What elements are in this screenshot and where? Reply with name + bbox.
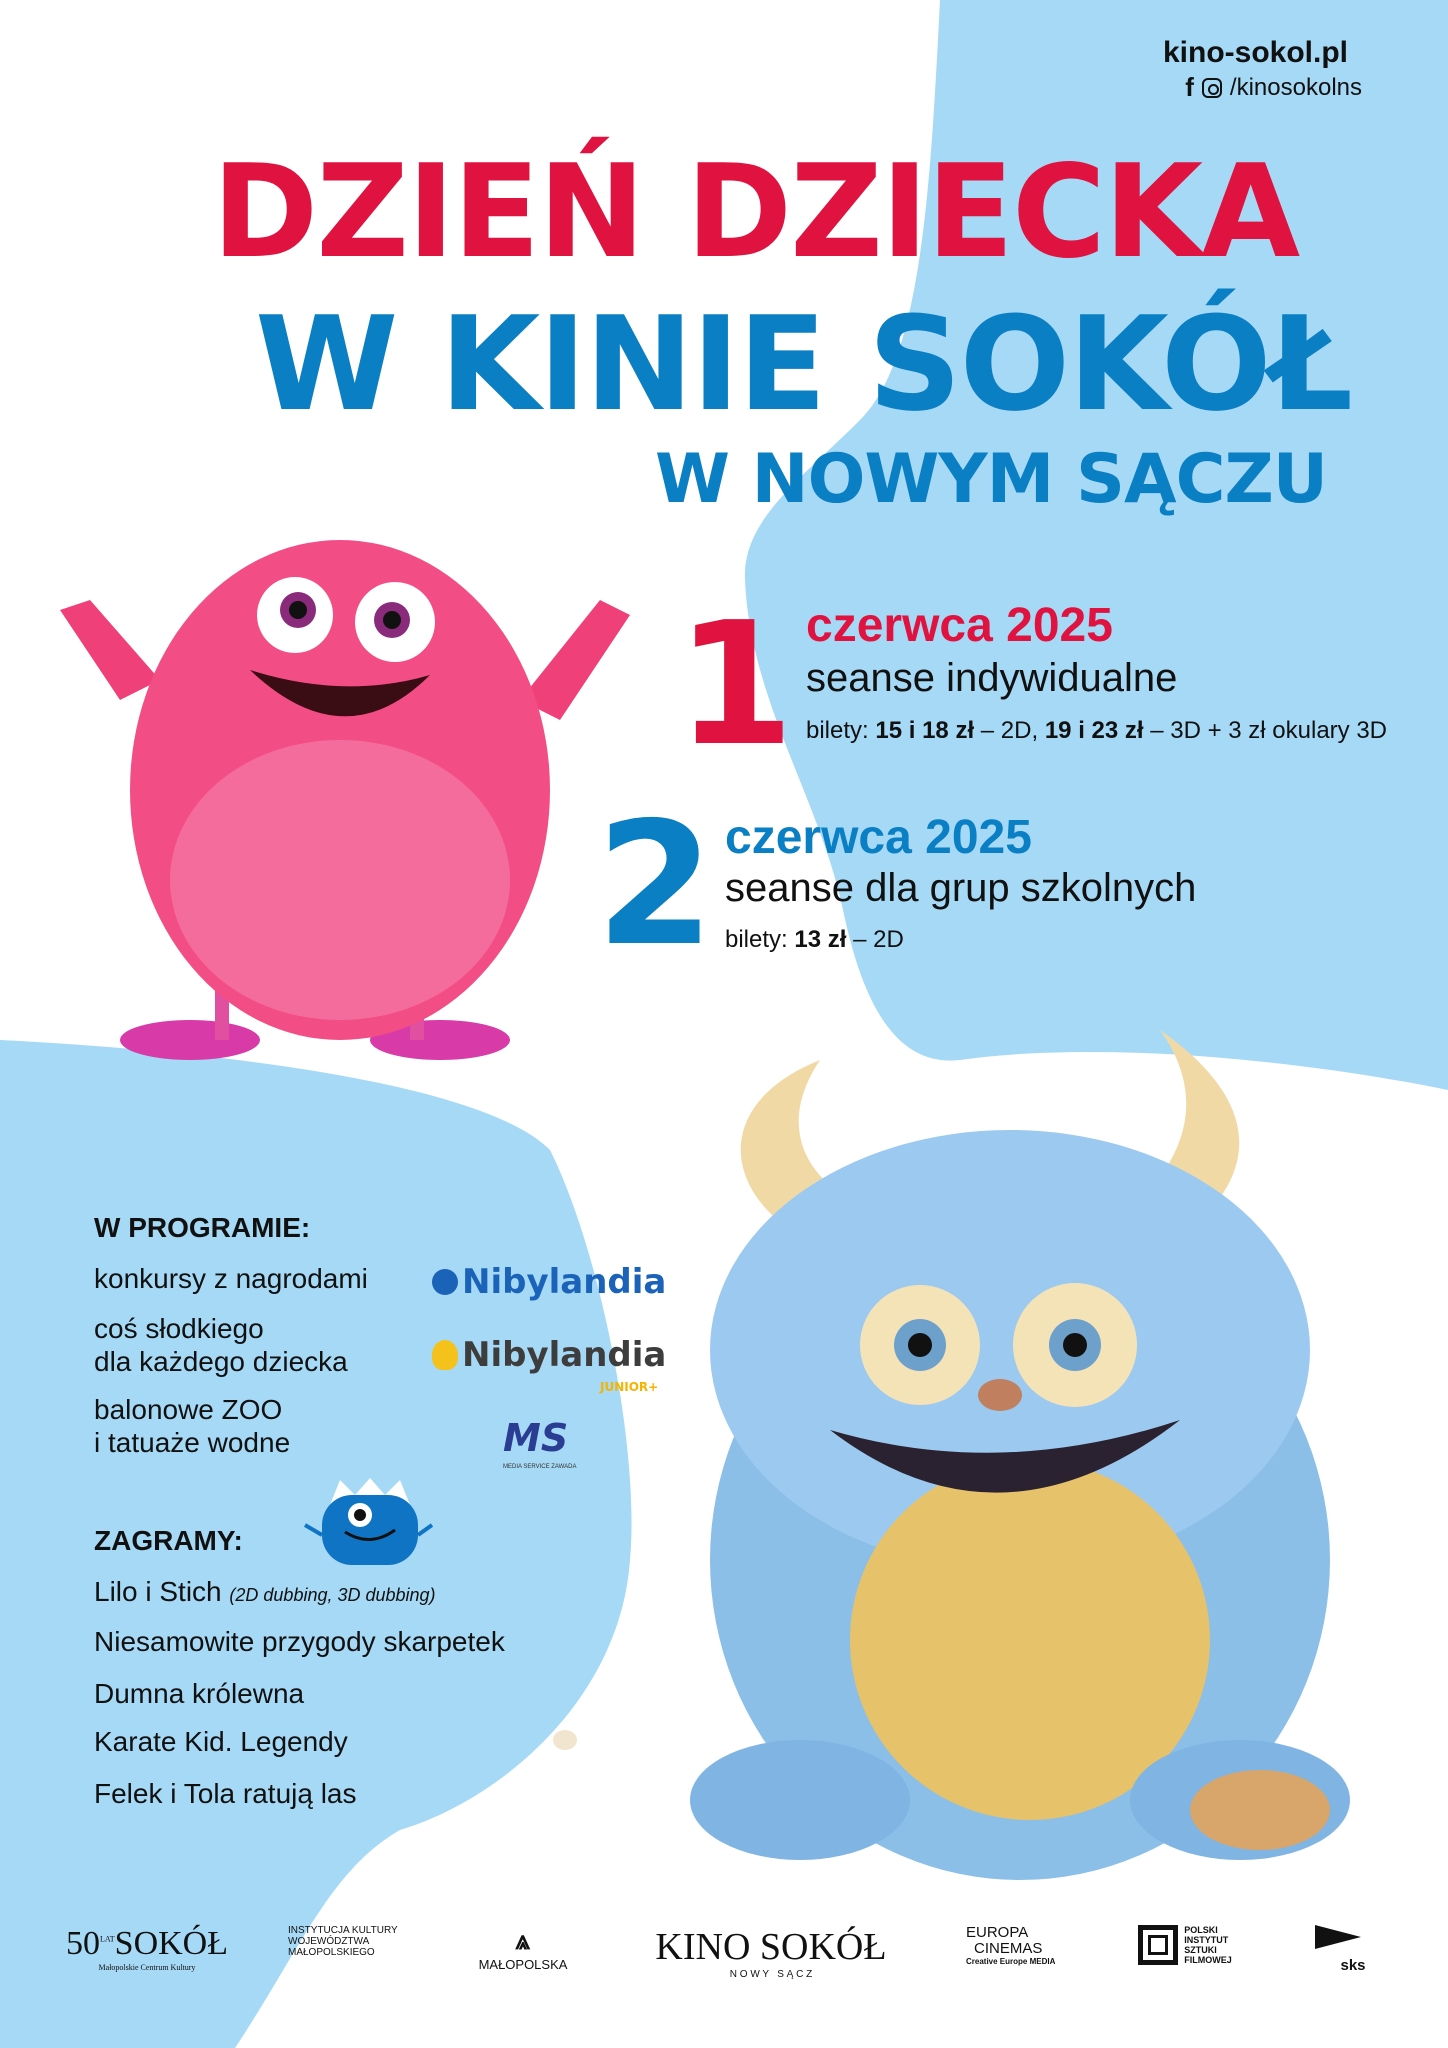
pisf-square-icon: [1138, 1925, 1178, 1965]
malopolska-text: MAŁOPOLSKA: [478, 1957, 568, 1972]
price-2d: 15 i 18 zł: [875, 717, 975, 744]
film-item: [94, 1576, 436, 1608]
films-heading: ZAGRAMY:: [94, 1525, 243, 1556]
event-2-day: 2: [596, 786, 715, 984]
price-label: bilety:: [806, 717, 869, 744]
institution-line: INSTYTUCJA KULTURY: [288, 1925, 398, 1936]
film-item: Niesamowite przygody skarpetek: [94, 1626, 505, 1657]
pisf-logo: [1130, 1925, 1240, 1965]
event-1-day: 1: [676, 586, 795, 784]
pink-monster-illustration: [60, 540, 630, 1060]
film-item: Felek i Tola ratują las: [94, 1778, 357, 1809]
sokol-50-name: SOKÓŁ: [114, 1925, 228, 1962]
europa-cinemas-logo: [966, 1925, 1066, 1966]
malopolska-logo: [468, 1925, 578, 1972]
pisf-line: SZTUKI: [1184, 1945, 1217, 1955]
nibylandia-junior-text: Nibylandia: [462, 1335, 667, 1375]
sokol-50-caption: Małopolskie Centrum Kultury: [98, 1963, 196, 1972]
program-item: i tatuaże wodne: [94, 1427, 291, 1458]
malopolska-mountain-icon: ⩓: [515, 1925, 531, 1955]
sks-logo: [1298, 1925, 1378, 1974]
film-note: (2D dubbing, 3D dubbing): [229, 1585, 436, 1605]
program-item: coś słodkiego: [94, 1313, 264, 1344]
price-2d: 13 zł: [794, 926, 847, 953]
europa-line: CINEMAS: [974, 1940, 1043, 1957]
program-item: dla każdego dziecka: [94, 1346, 348, 1377]
program-heading: W PROGRAMIE:: [94, 1212, 311, 1243]
pisf-line: INSTYTUT: [1184, 1935, 1229, 1945]
nibylandia-text: Nibylandia: [462, 1262, 667, 1302]
website-link[interactable]: kino-sokol.pl: [1162, 36, 1348, 69]
social-links[interactable]: [1185, 72, 1362, 103]
institution-logo: [288, 1925, 408, 1958]
sokol-50-lat: LAT: [99, 1934, 115, 1944]
sokol-50-logo: [62, 1925, 232, 1972]
event-1-date: czerwca 2025: [806, 599, 1113, 652]
title-line-1: DZIEŃ DZIECKA: [212, 138, 1299, 287]
facebook-icon[interactable]: f: [1185, 72, 1194, 102]
sks-arrow-icon: [1315, 1925, 1361, 1949]
sks-text: sks: [1340, 1957, 1366, 1974]
social-handle[interactable]: /kinosokolns: [1229, 73, 1362, 101]
blue-monster-illustration: [553, 1030, 1350, 1880]
film-item: Karate Kid. Legendy: [94, 1726, 348, 1757]
ms-caption: MEDIA SERVICE ZAWADA: [503, 1464, 577, 1470]
title-line-2: W KINIE SOKÓŁ: [255, 288, 1352, 440]
kino-sokol-name: KINO SOKÓŁ: [655, 1926, 887, 1968]
event-2-prices: [725, 926, 904, 954]
junior-tag: JUNIOR+: [600, 1380, 659, 1394]
sokol-50-number: 50: [65, 1925, 100, 1962]
pisf-line: FILMOWEJ: [1184, 1955, 1232, 1965]
program-item: konkursy z nagrodami: [94, 1263, 368, 1294]
instagram-icon[interactable]: [1202, 78, 1222, 98]
institution-line: WOJEWÓDZTWA: [288, 1936, 370, 1947]
lighthouse-icon: [432, 1269, 458, 1295]
europa-line: EUROPA: [966, 1924, 1029, 1941]
kino-sokol-city: N O W Y S Ą C Z: [729, 1969, 813, 1980]
price-3d-suffix: – 3D + 3 zł okulary 3D: [1150, 717, 1388, 744]
event-2-date: czerwca 2025: [725, 811, 1032, 864]
event-2-description: seanse dla grup szkolnych: [725, 866, 1197, 910]
event-1-description: seanse indywidualne: [806, 656, 1178, 700]
nibylandia-junior-logo: [432, 1335, 666, 1375]
event-1-prices: [806, 717, 1387, 745]
price-label: bilety:: [725, 926, 788, 953]
institution-line: MAŁOPOLSKIEGO: [288, 1947, 375, 1958]
program-item: balonowe ZOO: [94, 1394, 283, 1425]
rocket-icon: [432, 1340, 458, 1370]
europa-line: Creative Europe MEDIA: [966, 1957, 1056, 1966]
title-line-3: W NOWYM SĄCZU: [655, 440, 1328, 519]
ms-logo: MS: [503, 1416, 569, 1460]
film-title: Lilo i Stich: [94, 1576, 222, 1607]
pisf-line: POLSKI: [1184, 1925, 1218, 1935]
price-2d-suffix: – 2D: [853, 926, 904, 953]
film-item: Dumna królewna: [94, 1678, 305, 1709]
nibylandia-logo: [432, 1262, 666, 1302]
price-2d-suffix: – 2D,: [980, 717, 1039, 744]
kino-sokol-logo: [636, 1925, 906, 1980]
price-3d: 19 i 23 zł: [1044, 717, 1144, 744]
